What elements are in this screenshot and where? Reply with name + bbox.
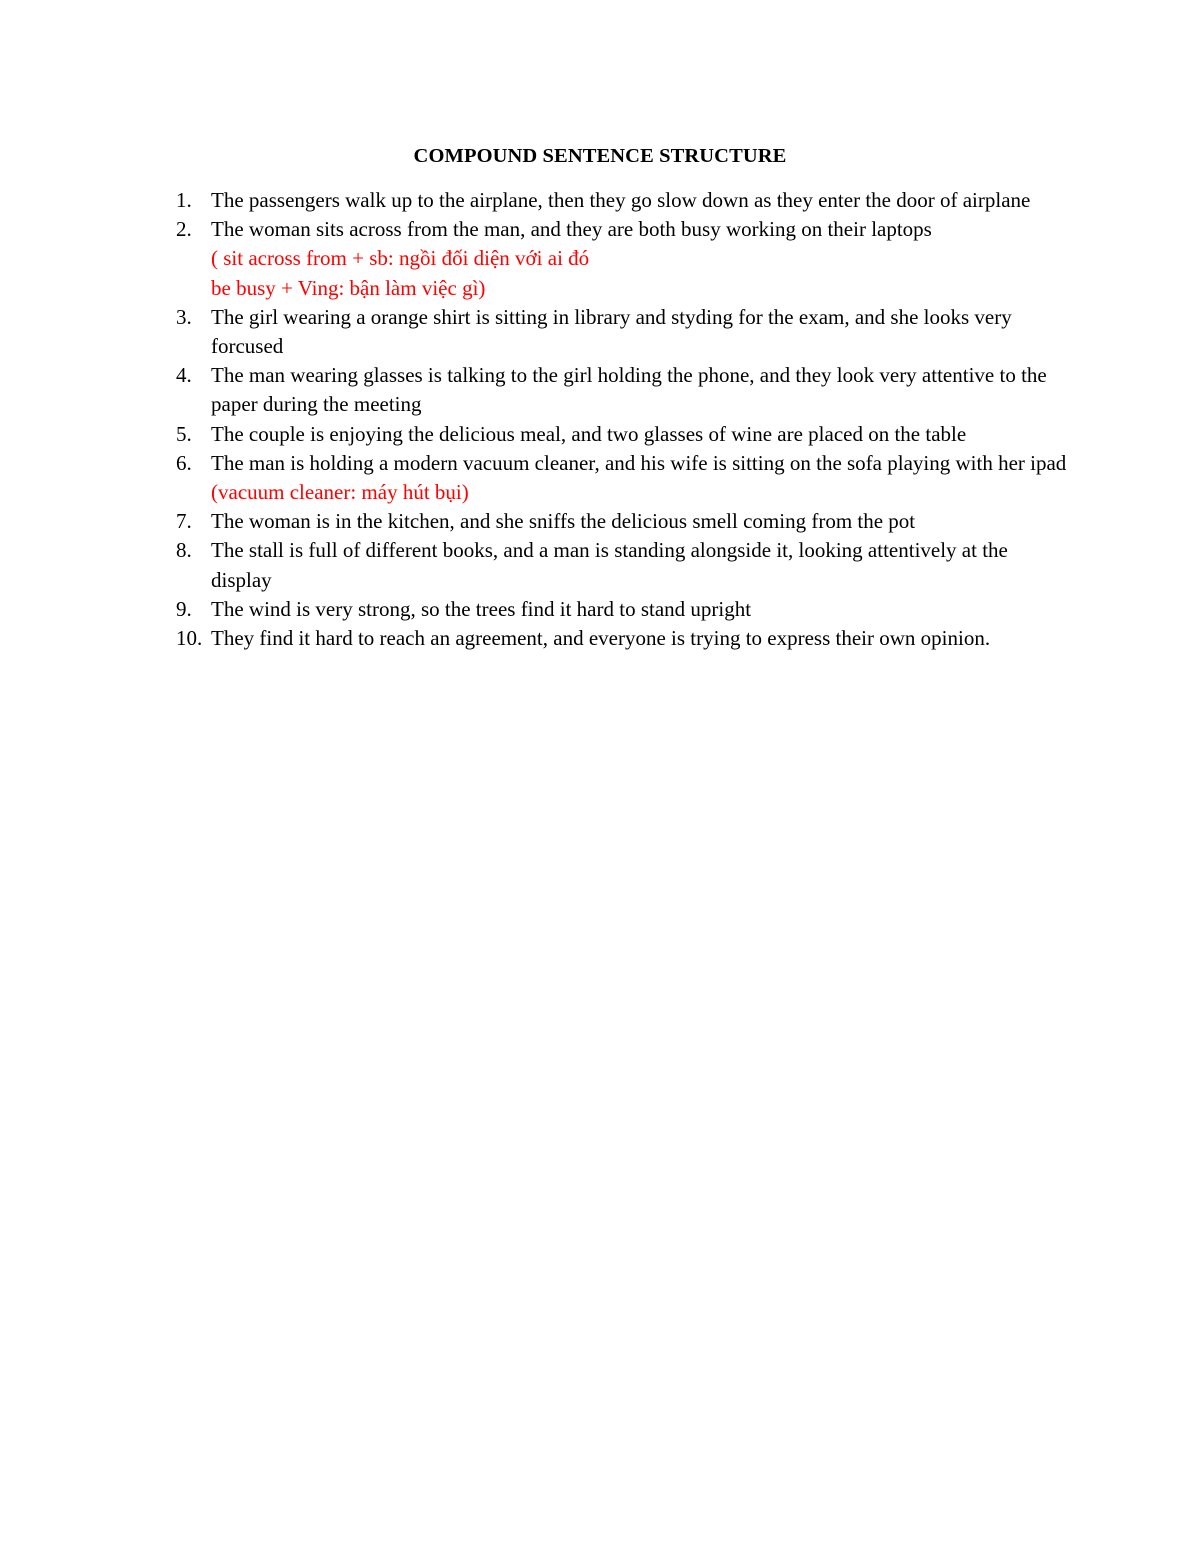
document-title: COMPOUND SENTENCE STRUCTURE bbox=[413, 145, 787, 167]
list-item-5 bbox=[170, 420, 1070, 449]
list-item-7 bbox=[170, 507, 1070, 536]
vocabulary-note: (vacuum cleaner: máy hút bụi) bbox=[211, 480, 469, 505]
vocabulary-note: be busy + Ving: bận làm việc gì) bbox=[211, 275, 486, 300]
list-item-2 bbox=[170, 215, 1070, 303]
list-item-9 bbox=[170, 595, 1070, 624]
item-text: The wind is very strong, so the trees find it hard to stand upright bbox=[211, 596, 752, 621]
item-text: The stall is full of different books, and a man is standing alongside it, looking attentively at the display bbox=[211, 538, 1008, 592]
item-number: 3. bbox=[176, 304, 192, 329]
item-text: The girl wearing a orange shirt is sitting in library and styding for the exam, and she looks very forcused bbox=[211, 304, 1012, 359]
item-number: 8. bbox=[176, 538, 192, 563]
item-number: 2. bbox=[176, 217, 192, 242]
item-number: 5. bbox=[176, 421, 192, 446]
vocabulary-note: ( sit across from + sb: ngồi đối diện với ai đó bbox=[211, 246, 590, 271]
item-text: The woman is in the kitchen, and she sniffs the delicious smell coming from the pot bbox=[211, 509, 916, 534]
list-item-10 bbox=[170, 624, 1070, 653]
list-item-6 bbox=[170, 449, 1070, 507]
item-text: The man is holding a modern vacuum cleaner, and his wife is sitting on the sofa playing with her ipad bbox=[211, 450, 1067, 475]
item-number: 1. bbox=[176, 188, 192, 212]
item-number: 10. bbox=[176, 626, 203, 651]
sentence-list bbox=[170, 186, 1070, 653]
item-number: 7. bbox=[176, 509, 192, 534]
item-number: 4. bbox=[176, 363, 192, 388]
item-text: The man wearing glasses is talking to the girl holding the phone, and they look very attentive to the paper during the meeting bbox=[211, 363, 1047, 417]
list-item-4 bbox=[170, 361, 1070, 419]
list-item-3 bbox=[170, 303, 1070, 361]
item-text: The couple is enjoying the delicious meal, and two glasses of wine are placed on the table bbox=[211, 421, 967, 446]
item-text: They find it hard to reach an agreement, and everyone is trying to express their own opinion. bbox=[211, 626, 991, 651]
item-text: The woman sits across from the man, and they are both busy working on their laptops bbox=[211, 217, 932, 242]
list-item-1 bbox=[170, 186, 1070, 215]
item-number: 9. bbox=[176, 596, 192, 621]
item-text: The passengers walk up to the airplane, then they go slow down as they enter the door of airplane bbox=[211, 188, 1031, 212]
list-item-8 bbox=[170, 536, 1070, 594]
item-number: 6. bbox=[176, 450, 192, 475]
